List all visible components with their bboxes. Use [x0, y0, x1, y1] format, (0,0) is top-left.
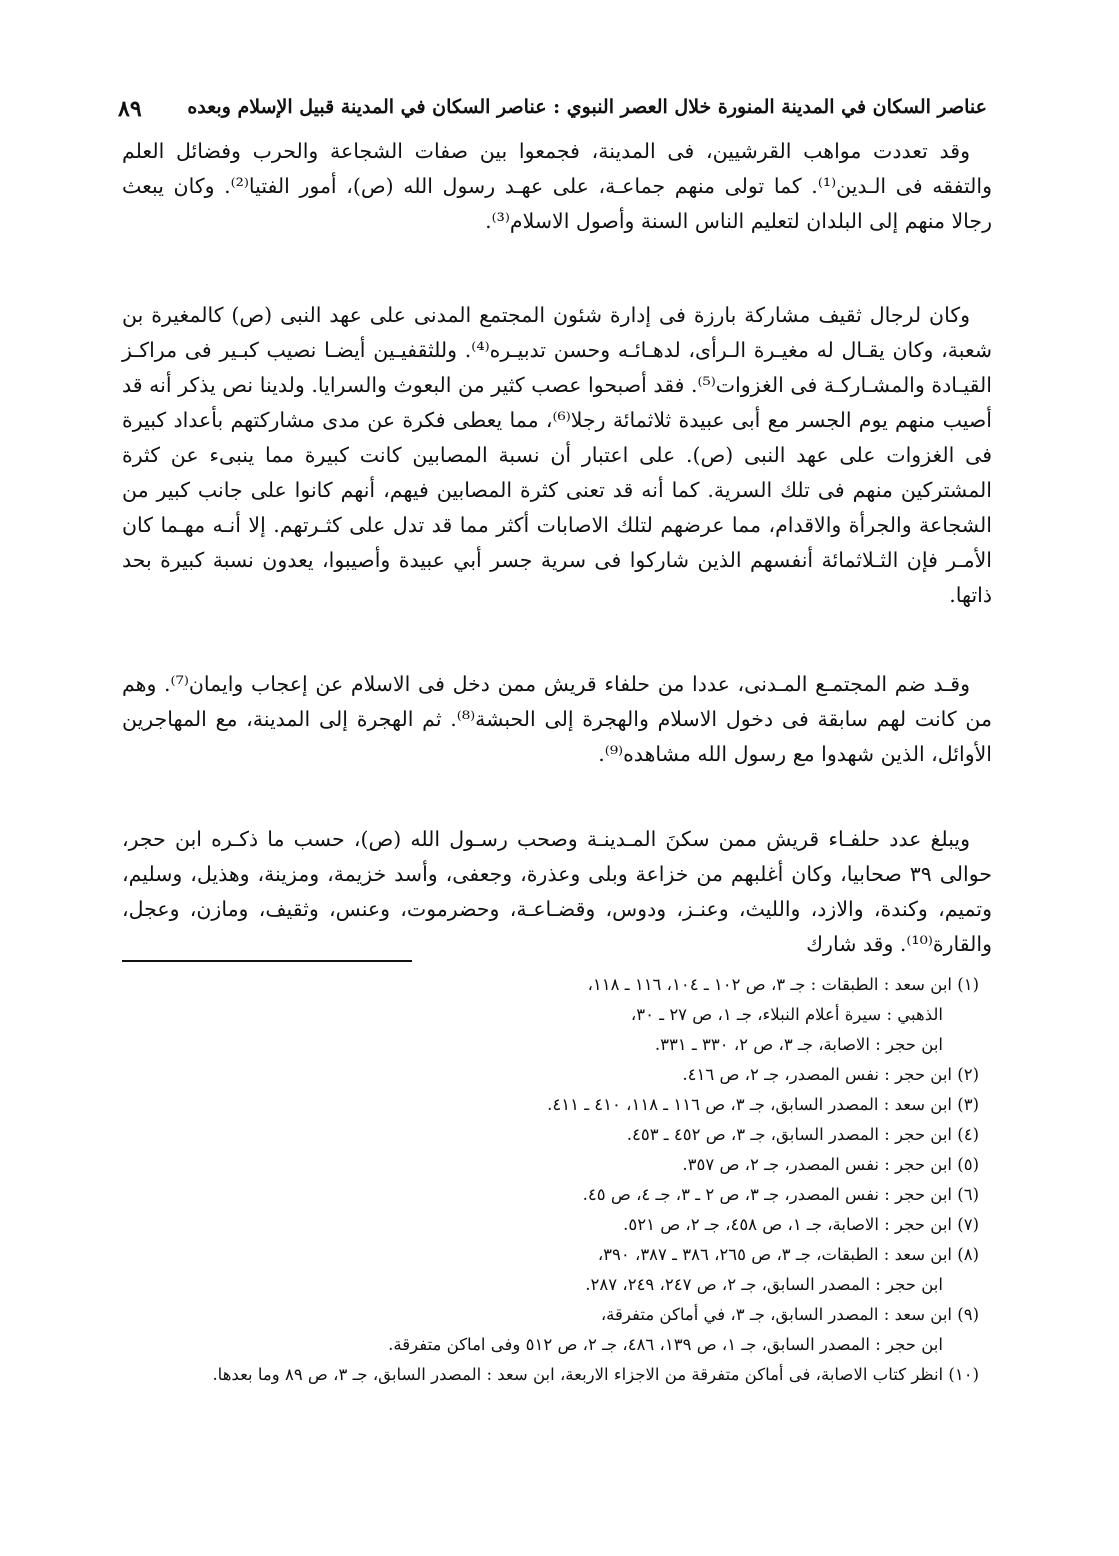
footnote: ابن حجر : المصدر السابق، جـ ٢، ص ٢٤٧، ٢٤٩، ٢٨٧.	[585, 1275, 943, 1294]
footnote-separator	[122, 960, 412, 962]
footnote: (٧) ابن حجر : الاصابة، جـ ١، ص ٤٥٨، جـ ٢، ص ٥٢١.	[623, 1215, 979, 1234]
footnote: (٢) ابن حجر : نفس المصدر، جـ ٢، ص ٤١٦.	[682, 1065, 979, 1084]
footnote: (١٠) انظر كتاب الاصابة، فى أماكن متفرقة من الاجزاء الاربعة، ابن سعد : المصدر السابق، جـ ٣، ص ٨٩ وما بعدها.	[212, 1365, 979, 1384]
paragraph: وقد تعددت مواهب القرشيين، فى المدينة، فجمعوا بين صفات الشجاعة والحرب وفضائل العلم والتفقه فى الـدين⁽¹⁾. كما تولى منهم جماعـة، على عهـد رسول الله (ص)، أمور الفتيا⁽²⁾. وكان يبعث رجالا منهم إلى البلدان لتعليم الناس السنة وأصول الاسلام⁽³⁾.	[122, 139, 992, 233]
footnote: (٨) ابن سعد : الطبقات، جـ ٣، ص ٢٦٥، ٣٨٦ ـ ٣٨٧، ٣٩٠،	[597, 1245, 979, 1264]
footnote: (٤) ابن حجر : المصدر السابق، جـ ٣، ص ٤٥٢ ـ ٤٥٣.	[626, 1125, 979, 1144]
paragraph: وكان لرجال ثقيف مشاركة بارزة فى إدارة شئون المجتمع المدنى على عهد النبى (ص) كالمغيرة بن شعبة، وكان يقـال له مغيـرة الـرأى، لدهـائـه وحسن تدبيـره⁽⁴⁾. وللثقفيـين أيضـا نصيب كبـير فى مراكـز القيـادة والمشـاركـة فى الغزوات⁽⁵⁾. فقد أصبحوا عصب كثير من البعوث والسرايا. ولدينا نص يذكر أنه قد أصيب منهم يوم الجسر مع أبى عبيدة ثلاثمائة رجلا⁽⁶⁾، مما يعطى فكرة عن مدى مشاركتهم بأعداد كبيرة فى الغزوات على عهد النبى (ص). على اعتبار أن نسبة المصابين كانت كبيرة مما ينبىء عن كثرة المشتركين منهم فى تلك السرية. كما أنه قد تعنى كثرة المصابين فيهم، أنهم كانوا على جانب كبير من الشجاعة والجرأة والاقدام، مما عرضهم لتلك الاصابات أكثر مما قد تدل على كثـرتهم. إلا أنـه مهـما كان الأمـر فإن الثـلاثمائة أنفسهم الذين شاركوا فى سرية جسر أبي عبيدة وأصيبوا، يعدون نسبة كبيرة بحد ذاتها.	[122, 303, 993, 607]
footnote: ابن حجر : الاصابة، جـ ٣، ص ٢، ٣٣٠ ـ ٣٣١.	[654, 1035, 943, 1054]
footnote: (٦) ابن حجر : نفس المصدر، جـ ٣، ص ٢ ـ ٣، جـ ٤، ص ٤٥.	[582, 1185, 979, 1204]
body-text	[122, 134, 992, 962]
paragraph: ويبلغ عدد حلفـاء قريش ممن سكنَ المـدينـة وصحب رسـول الله (ص)، حسب ما ذكـره ابن حجر، حوالى ٣٩ صحابيا، وكان أغلبهم من خزاعة وبلى وعذرة، وجعفى، وأسد خزيمة، ومزينة، وهذيل، وسليم، وتميم، وكندة، والازد، والليث، وعنـز، ودوس، وقضـاعـة، وحضرموت، وعنس، وثقيف، ومازن، وعجل، والقارة⁽¹⁰⁾. وقد شارك	[122, 827, 992, 956]
footnote: (٩) ابن سعد : المصدر السابق، جـ ٣، في أماكن متفرقة،	[600, 1305, 979, 1324]
footnote: (٥) ابن حجر : نفس المصدر، جـ ٢، ص ٣٥٧.	[682, 1155, 979, 1174]
footnotes	[120, 970, 979, 1390]
paragraph: وقـد ضم المجتمـع المـدنى، عددا من حلفاء قريش ممن دخل فى الاسلام عن إعجاب وايمان⁽⁷⁾. وهم من كانت لهم سابقة فى دخول الاسلام والهجرة إلى الحبشة⁽⁸⁾. ثم الهجرة إلى المدينة، مع المهاجرين الأوائل، الذين شهدوا مع رسول الله مشاهده⁽⁹⁾.	[122, 672, 993, 766]
footnote: الذهبي : سيرة أعلام النبلاء، جـ ١، ص ٢٧ ـ ٣٠،	[630, 1005, 943, 1024]
footnote: (١) ابن سعد : الطبقات : جـ ٣، ص ١٠٢ ـ ١٠٤، ١١٦ ـ ١١٨،	[587, 975, 979, 994]
footnote: ابن حجر : المصدر السابق، جـ ١، ص ١٣٩، ٤٨٦، جـ ٢، ص ٥١٢ وفى اماكن متفرقة.	[388, 1335, 943, 1354]
footnote: (٣) ابن سعد : المصدر السابق، جـ ٣، ص ١١٦ ـ ١١٨، ٤١٠ ـ ٤١١.	[547, 1095, 979, 1114]
page-number: ٨٩	[118, 96, 142, 122]
running-header: عناصر السكان في المدينة المنورة خلال العصر النبوي : عناصر السكان في المدينة قبيل الإسلام وبعده	[187, 96, 987, 118]
